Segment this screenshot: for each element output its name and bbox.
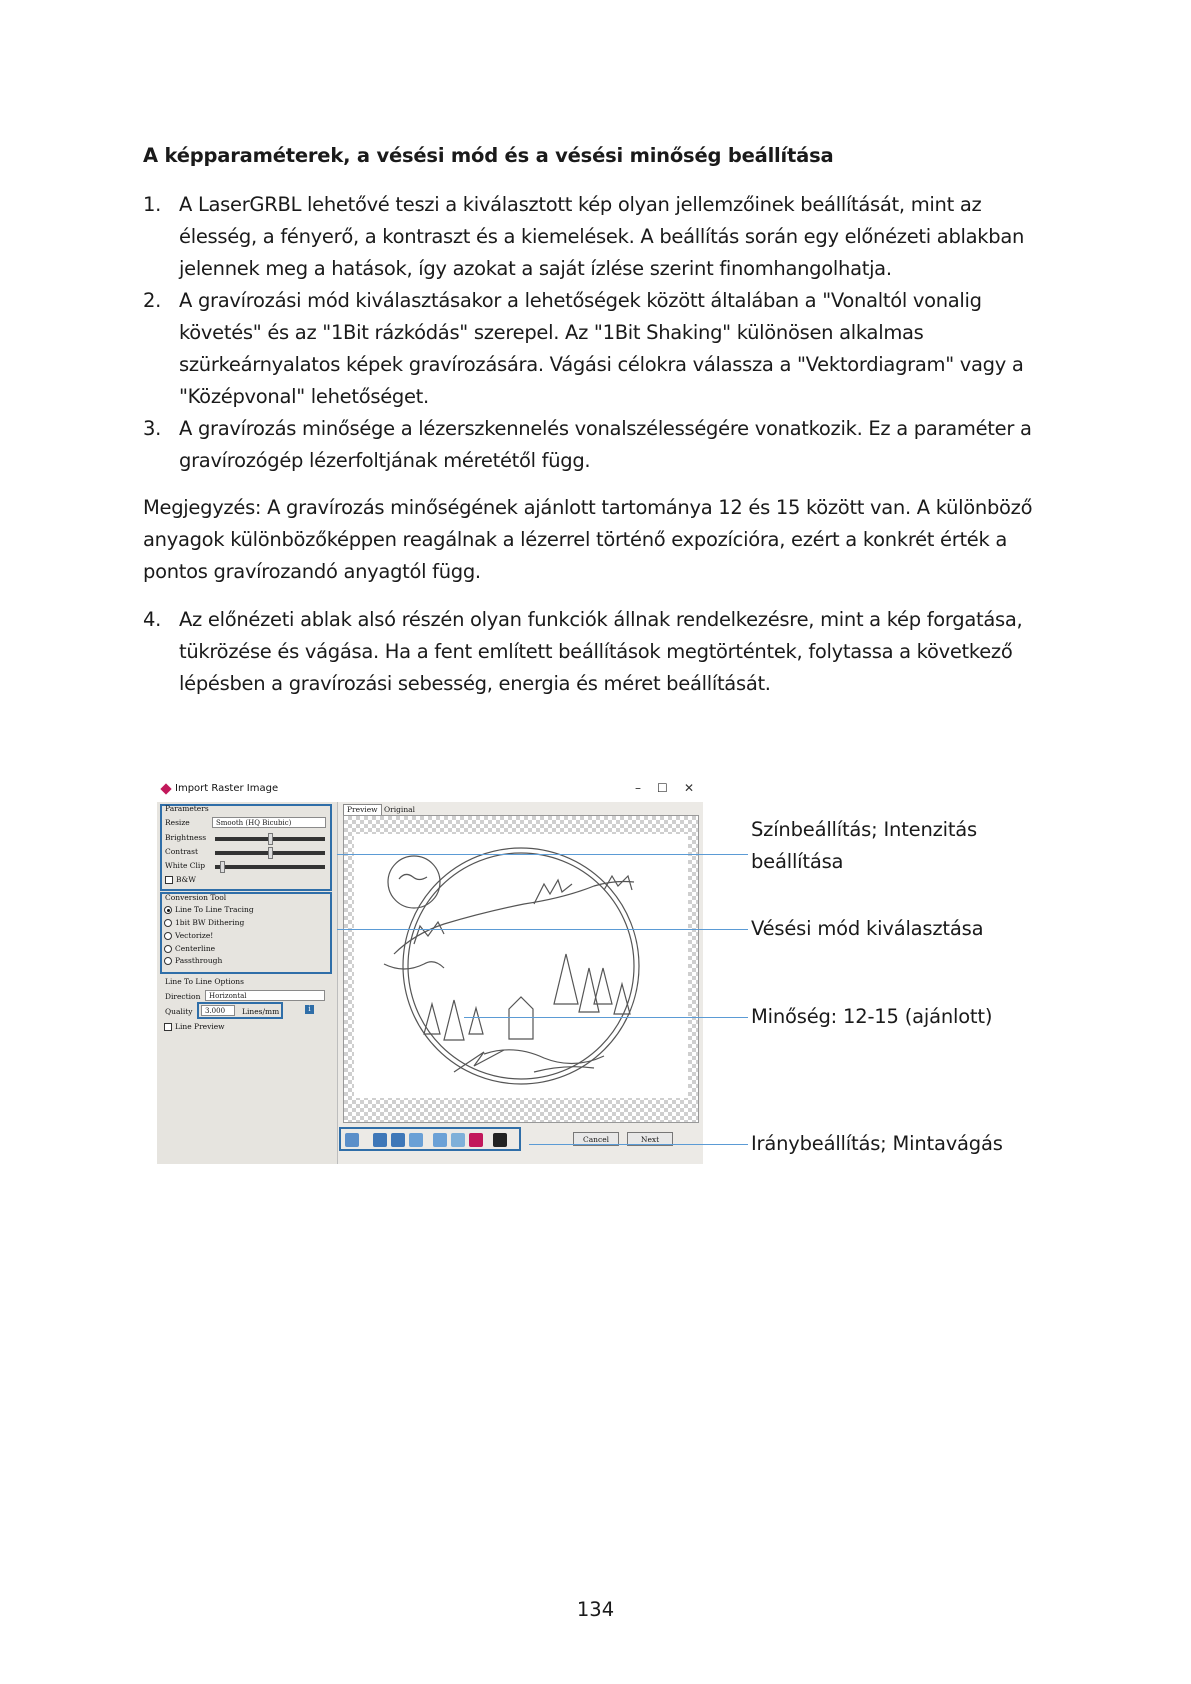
connector-line [337,854,748,855]
conversion-title: Conversion Tool [165,893,227,902]
line-preview-label: Line Preview [175,1022,225,1031]
christmas-scene-image [354,834,688,1098]
parameters-title: Parameters [165,804,209,813]
settings-panel [157,802,338,1164]
callout-line: Színbeállítás; Intenzitás [751,818,978,841]
callout-line: Iránybeállítás; Mintavágás [751,1132,1003,1155]
window-titlebar [157,778,703,802]
callout-line: Minőség: 12-15 (ajánlott) [751,1005,993,1028]
brightness-label: Brightness [165,833,207,842]
invert-icon[interactable] [493,1133,507,1147]
list-item-3 [143,413,1063,477]
list-text: Az előnézeti ablak alsó részén olyan funkciók állnak rendelkezésre, mint a kép forgatása, tükrözése és vágása. Ha a fent említett beállítások megtörténtek, folytassa a következő lépésben a gravírozási sebesség, energia és méret beállítását. [179,608,1023,695]
minimize-button[interactable]: – [635,781,641,795]
maximize-button[interactable]: ☐ [657,781,668,795]
callout-mode-selection [751,913,983,945]
section-heading: A képparaméterek, a vésési mód és a vésési minőség beállítása [143,144,834,167]
callout-quality [751,1001,992,1033]
list-text: A gravírozási mód kiválasztásakor a lehetőségek között általában a "Vonaltól vonalig követés" és az "1Bit rázkódás" szerepel. Az "1Bit Shaking" különösen alkalmas szürkeárnyalatos képek gravírozására. Vágási célokra válassza a "Vektordiagram" vagy a "Középvonal" lehetőséget. [179,289,1024,408]
page-number: 134 [576,1598,615,1621]
rotate-left-icon[interactable] [373,1133,387,1147]
list-item-1 [143,189,1063,285]
quality-unit: Lines/mm [242,1007,280,1016]
info-icon[interactable]: i [305,1005,314,1014]
next-button[interactable]: Next [627,1132,673,1146]
list-item-4 [143,604,1063,700]
radio-line-to-line[interactable] [164,906,172,914]
direction-select[interactable]: Horizontal [205,990,325,1001]
list-text: A LaserGRBL lehetővé teszi a kiválasztott kép olyan jellemzőinek beállítását, mint az élesség, a fényerő, a kontraszt és a kiemelések. A beállítás során egy előnézeti ablakban jelennek meg a hatások, így azokat a saját ízlése szerint finomhangolhatja. [179,193,1025,280]
tab-original[interactable]: Original [384,805,416,814]
callout-color-settings [751,814,977,878]
contrast-label: Contrast [165,847,199,856]
line-options-title: Line To Line Options [165,977,244,986]
list-number: 3. [143,417,162,440]
bw-checkbox[interactable] [165,876,173,884]
callout-direction [751,1128,1003,1160]
import-raster-dialog [157,778,703,1164]
crop-icon[interactable] [451,1133,465,1147]
option-label: Line To Line Tracing [175,905,254,914]
connector-line [529,1144,748,1145]
option-label: Centerline [175,944,216,953]
list-item-2 [143,285,1063,413]
window-title: Import Raster Image [175,783,279,794]
flip-vertical-icon[interactable] [433,1133,447,1147]
preview-canvas [354,834,688,1098]
cancel-button[interactable]: Cancel [573,1132,619,1146]
quality-input[interactable]: 3.000 [201,1005,235,1016]
option-label: Passthrough [175,956,223,965]
list-number: 2. [143,289,162,312]
option-label: 1bit BW Dithering [175,918,245,927]
autotrim-icon[interactable] [469,1133,483,1147]
white-clip-slider[interactable] [215,865,325,869]
quality-label: Quality [165,1007,193,1016]
radio-dithering[interactable] [164,919,172,927]
callout-line: beállítása [751,850,844,873]
direction-label: Direction [165,992,201,1001]
rotate-icon[interactable] [345,1133,359,1147]
radio-centerline[interactable] [164,945,172,953]
tab-preview[interactable]: Preview [343,804,382,816]
connector-line [464,1017,748,1018]
flip-horizontal-icon[interactable] [409,1133,423,1147]
contrast-thumb[interactable] [268,847,273,859]
radio-vectorize[interactable] [164,932,172,940]
close-button[interactable]: ✕ [684,781,695,795]
callout-line: Vésési mód kiválasztása [751,917,984,940]
list-number: 1. [143,193,162,216]
resize-select[interactable]: Smooth (HQ Bicubic) [212,817,326,828]
line-preview-checkbox[interactable] [164,1023,172,1031]
list-number: 4. [143,608,162,631]
connector-line [337,929,748,930]
bw-label: B&W [176,875,196,884]
preview-area [343,815,699,1123]
note-paragraph: Megjegyzés: A gravírozás minőségének ajánlott tartománya 12 és 15 között van. A különböző anyagok különbözőképpen reagálnak a lézerrel történő expozícióra, ezért a konkrét érték a pontos gravírozandó anyagtól függ. [143,496,1033,583]
rotate-right-icon[interactable] [391,1133,405,1147]
list-text: A gravírozás minősége a lézerszkennelés vonalszélességére vonatkozik. Ez a paraméter a gravírozógép lézerfoltjának méretétől függ. [179,417,1032,472]
option-label: Vectorize! [175,931,214,940]
white-clip-label: White Clip [165,861,206,870]
app-icon [160,783,171,794]
radio-passthrough[interactable] [164,957,172,965]
resize-label: Resize [165,818,190,827]
brightness-thumb[interactable] [268,833,273,845]
white-clip-thumb[interactable] [220,861,225,873]
